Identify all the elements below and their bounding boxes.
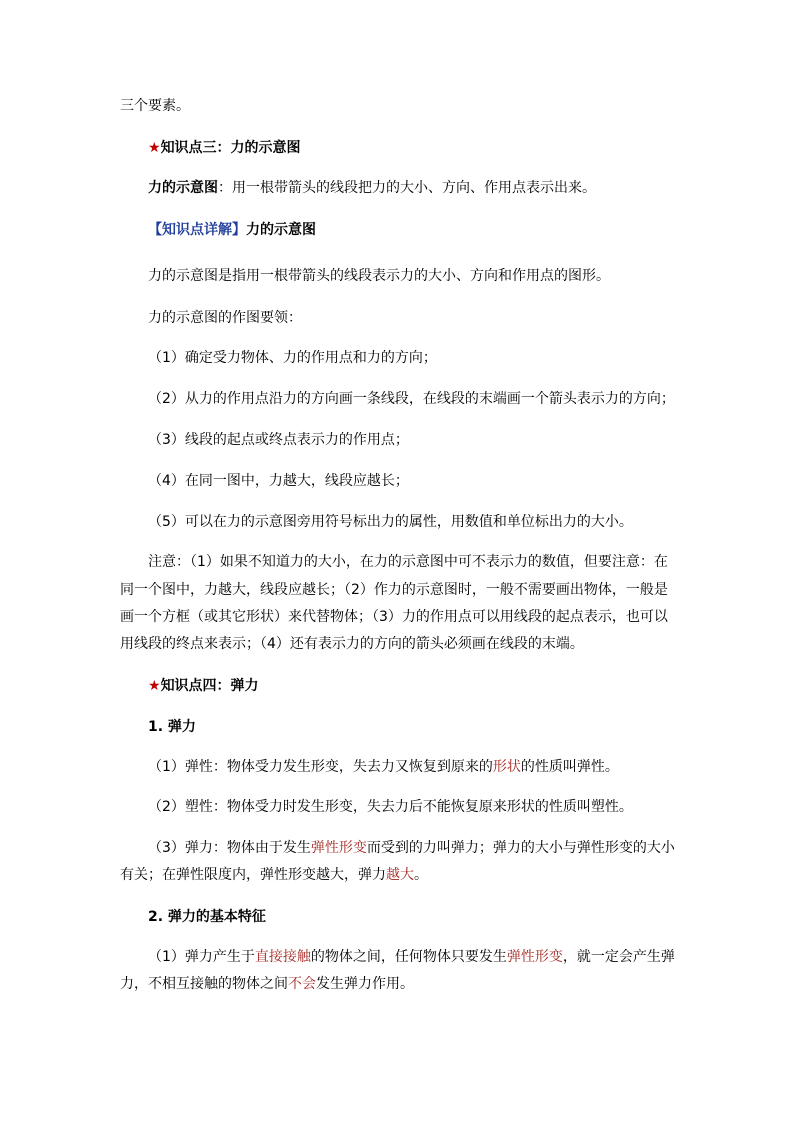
detail-heading: 【知识点详解】力的示意图 (148, 222, 316, 238)
list-item: （1）弹性：物体受力发生形变，失去力又恢复到原来的形状的性质叫弹性。 (148, 759, 619, 775)
list-item: （2）塑性：物体受力时发生形变，失去力后不能恢复原来形状的性质叫塑性。 (148, 799, 633, 815)
list-item: 力，不相互接触的物体之间不会发生弹力作用。 (120, 976, 414, 992)
list-item: （3）弹力：物体由于发生弹性形变而受到的力叫弹力；弹力的大小与弹性形变的大小 (148, 840, 675, 856)
list-item: （1）弹力产生于直接接触的物体之间，任何物体只要发生弹性形变，就一定会产生弹 (148, 949, 675, 965)
section-heading-4: ★知识点四：弹力 (148, 678, 259, 694)
paragraph-line: 力的示意图的作图要领： (148, 310, 302, 326)
subsection-heading: 1. 弹力 (148, 719, 196, 735)
note-line: 注意：（1）如果不知道力的大小，在力的示意图中可不表示力的数值，但要注意：在 (148, 554, 668, 570)
section-heading-3: ★知识点三：力的示意图 (148, 140, 301, 156)
star-icon: ★ (148, 678, 161, 694)
subsection-heading: 2. 弹力的基本特征 (148, 909, 266, 925)
paragraph-line: 力的示意图是指用一根带箭头的线段表示力的大小、方向和作用点的图形。 (148, 268, 610, 284)
list-item: 有关；在弹性限度内，弹性形变越大，弹力越大。 (120, 867, 428, 883)
note-line: 用线段的终点来表示；（4）还有表示力的方向的箭头必须画在线段的末端。 (120, 636, 584, 652)
definition-line: 力的示意图：用一根带箭头的线段把力的大小、方向、作用点表示出来。 (148, 180, 596, 196)
note-line: 同一个图中，力越大，线段应越长；（2）作力的示意图时，一般不需要画出物体，一般是 (120, 582, 668, 598)
list-item: （1）确定受力物体、力的作用点和力的方向； (148, 350, 437, 366)
star-icon: ★ (148, 140, 161, 156)
paragraph-line: 三个要素。 (120, 98, 190, 114)
list-item: （2）从力的作用点沿力的方向画一条线段，在线段的末端画一个箭头表示力的方向； (148, 391, 675, 407)
list-item: （5）可以在力的示意图旁用符号标出力的属性，用数值和单位标出力的大小。 (148, 514, 633, 530)
list-item: （3）线段的起点或终点表示力的作用点； (148, 432, 409, 448)
note-line: 画一个方框（或其它形状）来代替物体；（3）力的作用点可以用线段的起点表示，也可以 (120, 609, 668, 625)
list-item: （4）在同一图中，力越大，线段应越长； (148, 473, 409, 489)
